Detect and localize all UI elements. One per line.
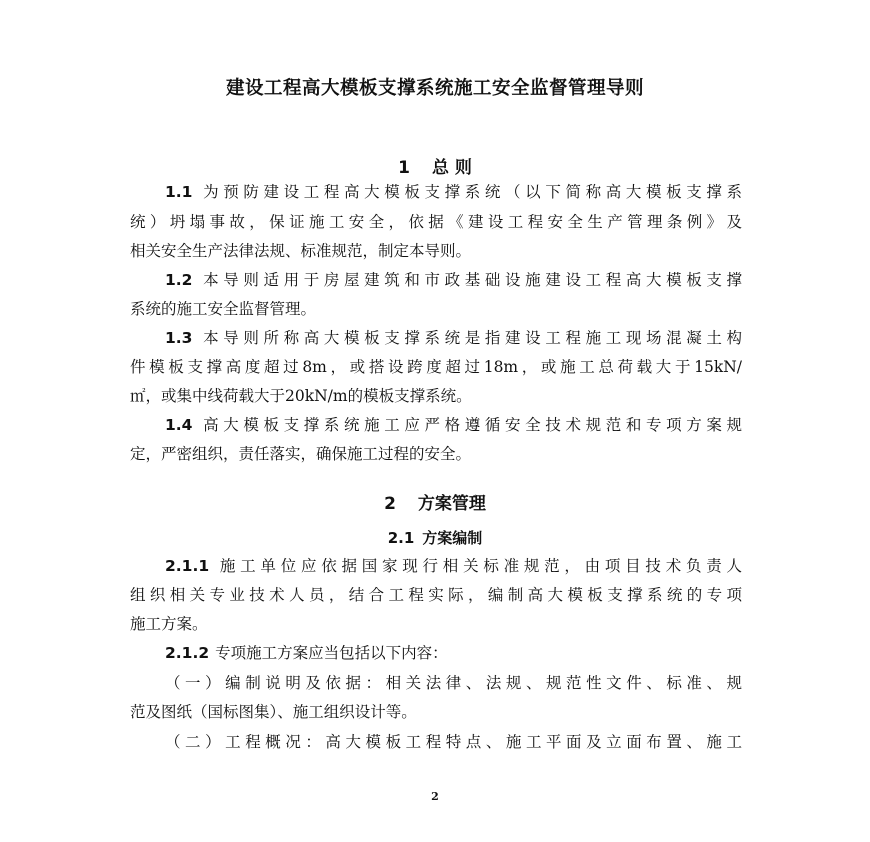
clause-1-3-line-2: 件模板支撑高度超过8m，或搭设跨度超过18m，或施工总荷载大于15kN/ <box>130 358 742 376</box>
clause-text: 本导则所称高大模板支撑系统是指建设工程施工现场混凝土构 <box>198 329 742 347</box>
subsection-number: 2.1 <box>387 529 415 547</box>
section-number: 2 <box>384 494 396 514</box>
clause-1-2-line-2: 系统的施工安全监督管理。 <box>130 300 317 318</box>
item-2-line-1: （二）工程概况：高大模板工程特点、施工平面及立面布置、施工 <box>165 733 742 751</box>
clause-text: 本导则适用于房屋建筑和市政基础设施建设工程高大模板支撑 <box>198 271 742 289</box>
clause-number: 1.3 <box>165 329 193 347</box>
section-title: 方案管理 <box>417 494 486 514</box>
subsection-title: 方案编制 <box>422 529 483 547</box>
document-title: 建设工程高大模板支撑系统施工安全监督管理导则 <box>225 78 644 99</box>
clause-1-1-line-3: 相关安全生产法律法规、标准规范，制定本导则。 <box>130 242 472 260</box>
clause-number: 1.1 <box>165 183 193 201</box>
section-title: 总 则 <box>431 158 472 178</box>
clause-1-3-line-1 <box>165 327 742 349</box>
clause-1-1-line-2: 统）坍塌事故，保证施工安全，依据《建设工程安全生产管理条例》及 <box>130 213 742 231</box>
clause-1-3-line-3: ㎡，或集中线荷载大于20kN/m的模板支撑系统。 <box>130 387 472 405</box>
clause-text: 为预防建设工程高大模板支撑系统（以下简称高大模板支撑系 <box>198 183 742 201</box>
item-1-line-1: （一）编制说明及依据：相关法律、法规、规范性文件、标准、规 <box>165 674 742 692</box>
clause-1-1-line-1 <box>165 181 742 203</box>
clause-number: 1.4 <box>165 416 193 434</box>
clause-number: 2.1.2 <box>165 644 210 662</box>
clause-2-1-1-line-2: 组织相关专业技术人员，结合工程实际，编制高大模板支撑系统的专项 <box>130 586 742 604</box>
section-1-heading <box>0 153 870 178</box>
subsection-2-1-heading <box>0 527 870 548</box>
clause-number: 2.1.1 <box>165 557 210 575</box>
section-2-heading <box>0 489 870 514</box>
clause-text: 专项施工方案应当包括以下内容： <box>215 644 448 662</box>
clause-1-4-line-2: 定，严密组织，责任落实，确保施工过程的安全。 <box>130 445 472 463</box>
clause-2-1-2-line-1 <box>165 642 742 664</box>
clause-text: 高大模板支撑系统施工应严格遵循安全技术规范和专项方案规 <box>198 416 742 434</box>
section-number: 1 <box>398 158 410 178</box>
item-1-line-2: 范及图纸（国标图集）、施工组织设计等。 <box>130 703 417 721</box>
clause-1-4-line-1 <box>165 414 742 436</box>
clause-text: 施工单位应依据国家现行相关标准规范，由项目技术负责人 <box>215 557 742 575</box>
clause-1-2-line-1 <box>165 269 742 291</box>
clause-2-1-1-line-3: 施工方案。 <box>130 615 208 633</box>
clause-number: 1.2 <box>165 271 193 289</box>
clause-2-1-1-line-1 <box>165 555 742 577</box>
page-number: 2 <box>431 790 439 803</box>
